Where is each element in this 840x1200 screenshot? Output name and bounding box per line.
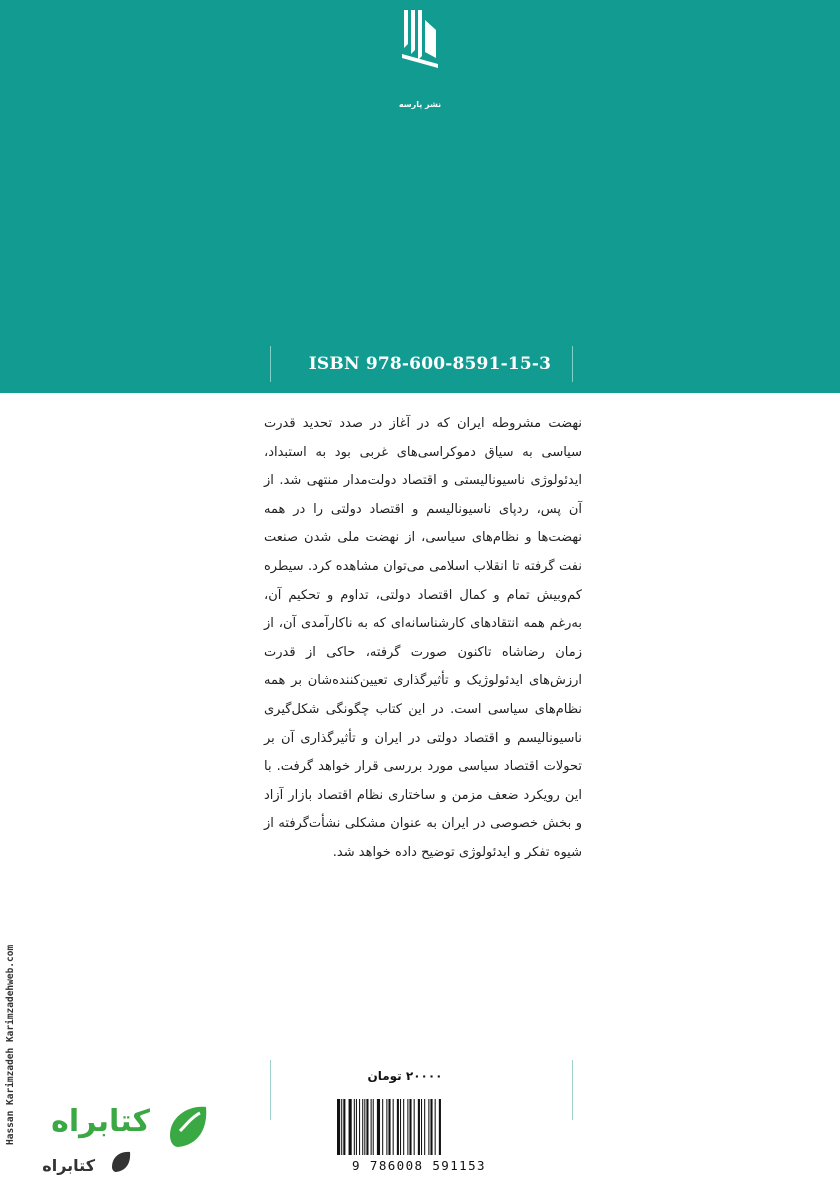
isbn-guide-left xyxy=(270,346,271,382)
barcode-bar xyxy=(409,1099,411,1155)
barcode-bar xyxy=(414,1099,415,1155)
spine-author-text: Hassan Karimzadeh Karimzadehweb.com xyxy=(5,944,16,1145)
barcode-bar xyxy=(403,1099,404,1155)
barcode-bar xyxy=(435,1099,436,1155)
barcode-bar xyxy=(354,1099,355,1155)
price-label: ۲۰۰۰۰ تومان xyxy=(367,1069,443,1083)
barcode-bar xyxy=(407,1099,408,1155)
barcode-bar xyxy=(366,1099,368,1155)
barcode-bar xyxy=(388,1099,390,1155)
barcode-bar xyxy=(393,1099,394,1155)
barcode-bar xyxy=(362,1099,363,1155)
barcode-bar xyxy=(356,1099,357,1155)
barcode-bar xyxy=(349,1099,352,1155)
back-cover-blurb: نهضت مشروطه ایران که در آغاز در صدد تحدید قدرت سیاسی به سیاق دموکراسی‌های غربی بود به استبداد، ایدئولوژی ناسیونالیستی و اقتصاد دولت‌مدار منتهی شد. از آن پس، ردپای ناسیونالیسم و اقتصاد دولتی را در همه نهضت‌ها و نظام‌های سیاسی، از نهضت ملی شدن صنعت نفت گرفته تا انقلاب اسلامی می‌توان مشاهده کرد. سیطره کم‌وبیش تمام و کمال اقتصاد دولتی، تداوم و تحکیم آن، به‌رغم همه انتقادهای کارشناسانه‌ای که به ناکارآمدی آن، از زمان رضاشاه تاکنون صورت گرفته، حاکی از قدرت ارزش‌های ایدئولوژیک و تأثیرگذاری تعیین‌کننده‌شان بر همه نظام‌های سیاسی است. در این کتاب چگونگی شکل‌گیری ناسیونالیسم و اقتصاد دولتی در ایران و تأثیرگذاری آن بر تحولات اقتصاد سیاسی مورد بررسی قرار خواهد گرفت. با این رویکرد ضعف مزمن و ساختاری نظام اقتصاد بازار آزاد و بخش خصوصی در ایران به عنوان مشکلی نشأت‌گرفته از شیوه تفکر و ایدئولوژی توضیح داده خواهد شد. xyxy=(264,416,582,860)
barcode-bar xyxy=(364,1099,365,1155)
barcode-digits: 9 786008 591153 xyxy=(352,1158,486,1173)
isbn-barcode xyxy=(335,1099,503,1155)
barcode-bar xyxy=(421,1099,422,1155)
barcode-bar xyxy=(337,1099,340,1155)
watermark-brand-large: کتابراه xyxy=(51,1104,150,1139)
barcode-bar xyxy=(400,1099,401,1155)
barcode-bar xyxy=(371,1099,372,1155)
barcode-bar xyxy=(377,1099,380,1155)
isbn-number: ISBN 978-600-8591-15-3 xyxy=(308,354,552,374)
barcode-bar xyxy=(430,1099,432,1155)
publisher-name: نشر پارسه xyxy=(398,100,442,109)
barcode-bar xyxy=(439,1099,441,1155)
barcode-bar xyxy=(428,1099,429,1155)
price-guide-right xyxy=(572,1060,573,1120)
barcode-bar xyxy=(386,1099,387,1155)
watermark-brand-small: کتابراه xyxy=(42,1156,95,1175)
barcode-bar xyxy=(359,1099,360,1155)
barcode-bar xyxy=(341,1099,342,1155)
barcode-bar xyxy=(397,1099,399,1155)
price-guide-left xyxy=(270,1060,271,1120)
barcode-bar xyxy=(373,1099,374,1155)
barcode-bar xyxy=(343,1099,345,1155)
barcode-bar xyxy=(418,1099,420,1155)
barcode-bar xyxy=(424,1099,425,1155)
barcode-bar xyxy=(382,1099,383,1155)
